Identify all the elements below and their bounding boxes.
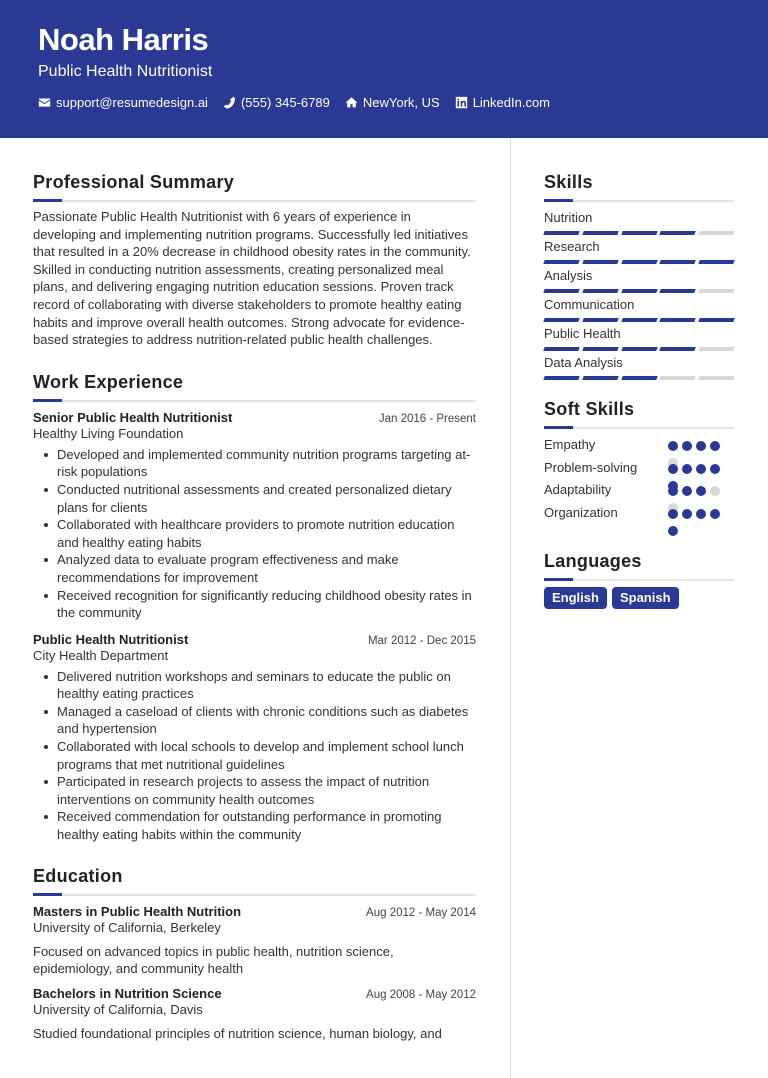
rating-dot-icon <box>696 441 706 451</box>
summary-heading: Professional Summary <box>33 172 235 192</box>
skill-name: Data Analysis <box>544 355 623 370</box>
section-rule <box>33 893 476 896</box>
contact-linkedin-text: LinkedIn.com <box>472 95 551 110</box>
skills-heading: Skills <box>544 172 593 192</box>
bullet: Participated in research projects to assess the impact of nutrition interventions on community health outcomes <box>33 773 476 808</box>
rating-dot-icon <box>668 441 678 451</box>
job-bullets <box>33 668 476 844</box>
column-divider <box>510 138 511 1078</box>
soft-skill-item <box>544 482 734 505</box>
school: University of California, Berkeley <box>33 919 221 935</box>
contact-location-text: NewYork, US <box>362 95 440 110</box>
section-rule <box>544 199 734 202</box>
experience-section <box>33 372 476 844</box>
skill-name: Nutrition <box>544 210 593 225</box>
skill-level-segment <box>543 376 579 380</box>
skill-level-segment <box>660 289 696 293</box>
section-rule <box>33 399 476 402</box>
language-badge: Spanish <box>612 587 679 609</box>
section-rule <box>544 426 734 429</box>
rating-dot-icon <box>696 464 706 474</box>
skill-level-segment <box>698 289 734 293</box>
skill-level-segment <box>660 347 696 351</box>
languages-section <box>544 551 734 609</box>
bullet: Delivered nutrition workshops and seminars to educate the public on healthy eating practices <box>33 668 476 703</box>
contact-row <box>38 95 565 110</box>
skill-item <box>544 268 734 293</box>
soft-skills-section <box>544 399 734 527</box>
skill-level-segment <box>621 231 657 235</box>
skills-list <box>544 210 734 380</box>
skill-level-segment <box>698 231 734 235</box>
contact-email[interactable] <box>38 95 208 110</box>
bullet: Collaborated with local schools to develop and implement school lunch programs that met nutritional guidelines <box>33 738 476 773</box>
soft-skill-item <box>544 460 734 483</box>
school: University of California, Davis <box>33 1001 203 1017</box>
skill-name: Communication <box>544 297 635 312</box>
skill-item <box>544 239 734 264</box>
bullet: Received recognition for significantly reducing childhood obesity rates in the community <box>33 587 476 622</box>
education-entry <box>33 904 476 978</box>
bullet: Analyzed data to evaluate program effectiveness and make recommendations for improvement <box>33 551 476 586</box>
education-desc: Studied foundational principles of nutrition science, human biology, and <box>33 1025 442 1041</box>
sidebar-column <box>544 138 734 609</box>
bullet: Managed a caseload of clients with chronic conditions such as diabetes and hypertension <box>33 703 476 738</box>
skill-level-bar <box>544 347 734 351</box>
contact-phone-text: (555) 345-6789 <box>240 95 330 110</box>
skills-section <box>544 172 734 380</box>
skill-level-segment <box>543 231 579 235</box>
skill-name: Public Health <box>544 326 621 341</box>
skill-level-segment <box>660 376 696 380</box>
skill-level-segment <box>660 318 696 322</box>
skill-level-segment <box>582 231 618 235</box>
bullet: Received commendation for outstanding performance in promoting healthy eating habits within the community <box>33 808 476 843</box>
rating-dot-icon <box>682 441 692 451</box>
soft-skills-heading: Soft Skills <box>544 399 635 419</box>
main-column <box>33 138 476 1042</box>
job-title: Public Health Nutritionist <box>33 631 189 647</box>
rating-dot-icon <box>682 486 692 496</box>
summary-section <box>33 172 476 349</box>
contact-phone[interactable] <box>223 95 330 110</box>
skill-level-segment <box>621 347 657 351</box>
contact-email-text: support@resumedesign.ai <box>56 95 208 110</box>
phone-icon <box>223 96 236 109</box>
contact-location <box>345 95 440 110</box>
education-section <box>33 866 476 1043</box>
summary-text: Passionate Public Health Nutritionist with 6 years of experience in developing and implementing nutrition programs. Successfully led initiatives that resulted in a 20% decrease in childhood obesity rates in the community. Skilled in conducting nutrition assessments, creating personalized meal plans, and delivering engaging nutrition education sessions. Proven track record of collaborating with diverse stakeholders to promote healthy eating habits and improve overall health outcomes. Strong advocate for evidence-based strategies to address nutrition-related public health challenges. <box>33 209 471 348</box>
job-org: Healthy Living Foundation <box>33 425 184 441</box>
skill-name: Analysis <box>544 268 593 283</box>
skill-level-bar <box>544 231 734 235</box>
job-bullets <box>33 446 476 622</box>
rating-dot-icon <box>710 509 720 519</box>
soft-skill-name: Problem-solving <box>544 459 638 475</box>
skill-name: Research <box>544 239 600 254</box>
skill-level-segment <box>698 347 734 351</box>
envelope-icon <box>38 96 51 109</box>
job-entry <box>33 410 476 622</box>
skill-level-segment <box>621 260 657 264</box>
soft-skill-name: Organization <box>544 504 618 520</box>
skill-level-segment <box>621 289 657 293</box>
skill-level-segment <box>660 231 696 235</box>
rating-dot-icon <box>668 509 678 519</box>
rating-dot-icon <box>668 526 678 536</box>
skill-level-segment <box>698 376 734 380</box>
rating-dot-icon <box>682 509 692 519</box>
skill-level-segment <box>582 289 618 293</box>
job-org: City Health Department <box>33 647 169 663</box>
skill-level-segment <box>698 318 734 322</box>
skill-level-segment <box>543 347 579 351</box>
soft-skills-list <box>544 437 734 527</box>
skill-level-bar <box>544 260 734 264</box>
languages-heading: Languages <box>544 551 642 571</box>
candidate-name: Noah Harris <box>38 22 209 57</box>
soft-skill-name: Adaptability <box>544 482 612 497</box>
soft-skill-name: Empathy <box>544 437 596 452</box>
bullet: Collaborated with healthcare providers to promote nutrition education and healthy eating habits <box>33 516 476 551</box>
skill-item <box>544 326 734 351</box>
job-entry <box>33 632 476 844</box>
education-entry <box>33 986 476 1043</box>
linkedin-icon <box>455 96 468 109</box>
skill-level-segment <box>543 289 579 293</box>
skill-level-segment <box>698 260 734 264</box>
degree: Masters in Public Health Nutrition <box>33 903 242 919</box>
section-rule <box>544 578 734 581</box>
bullet: Developed and implemented community nutrition programs targeting at-risk populations <box>33 446 476 481</box>
contact-linkedin[interactable] <box>455 95 550 110</box>
rating-dot-icon <box>710 464 720 474</box>
rating-dot-icon <box>696 509 706 519</box>
language-badge: English <box>544 587 607 609</box>
education-date: Aug 2012 - May 2014 <box>366 906 476 919</box>
section-rule <box>33 199 476 202</box>
education-heading: Education <box>33 865 123 886</box>
skill-item <box>544 355 734 380</box>
skill-level-segment <box>543 260 579 264</box>
education-desc: Focused on advanced topics in public health, nutrition science, epidemiology, and community health <box>33 943 394 977</box>
candidate-title: Public Health Nutritionist <box>38 63 213 80</box>
job-date: Mar 2012 - Dec 2015 <box>367 634 476 647</box>
skill-level-segment <box>543 318 579 322</box>
home-icon <box>345 96 358 109</box>
skill-level-segment <box>621 318 657 322</box>
experience-heading: Work Experience <box>33 371 184 392</box>
skill-item <box>544 297 734 322</box>
skill-item <box>544 210 734 235</box>
skill-level-segment <box>660 260 696 264</box>
skill-level-bar <box>544 318 734 322</box>
rating-dot-icon <box>710 441 720 451</box>
skill-level-segment <box>621 376 657 380</box>
soft-skill-item <box>544 505 734 528</box>
skill-level-segment <box>582 376 618 380</box>
resume-header <box>0 0 768 138</box>
skill-level-segment <box>582 318 618 322</box>
rating-dot-icon <box>668 486 678 496</box>
degree: Bachelors in Nutrition Science <box>33 985 222 1001</box>
skill-level-segment <box>582 347 618 351</box>
rating-dot-icon <box>682 464 692 474</box>
education-date: Aug 2008 - May 2012 <box>366 988 476 1001</box>
skill-level-bar <box>544 376 734 380</box>
job-title: Senior Public Health Nutritionist <box>33 409 233 425</box>
skill-level-bar <box>544 289 734 293</box>
job-date: Jan 2016 - Present <box>378 412 476 425</box>
rating-dot-icon <box>668 464 678 474</box>
soft-skill-rating <box>668 509 724 536</box>
languages-list <box>544 587 734 609</box>
rating-dot-icon <box>710 486 720 496</box>
bullet: Conducted nutritional assessments and created personalized dietary plans for clients <box>33 481 476 516</box>
rating-dot-icon <box>696 486 706 496</box>
skill-level-segment <box>582 260 618 264</box>
soft-skill-item <box>544 437 734 460</box>
